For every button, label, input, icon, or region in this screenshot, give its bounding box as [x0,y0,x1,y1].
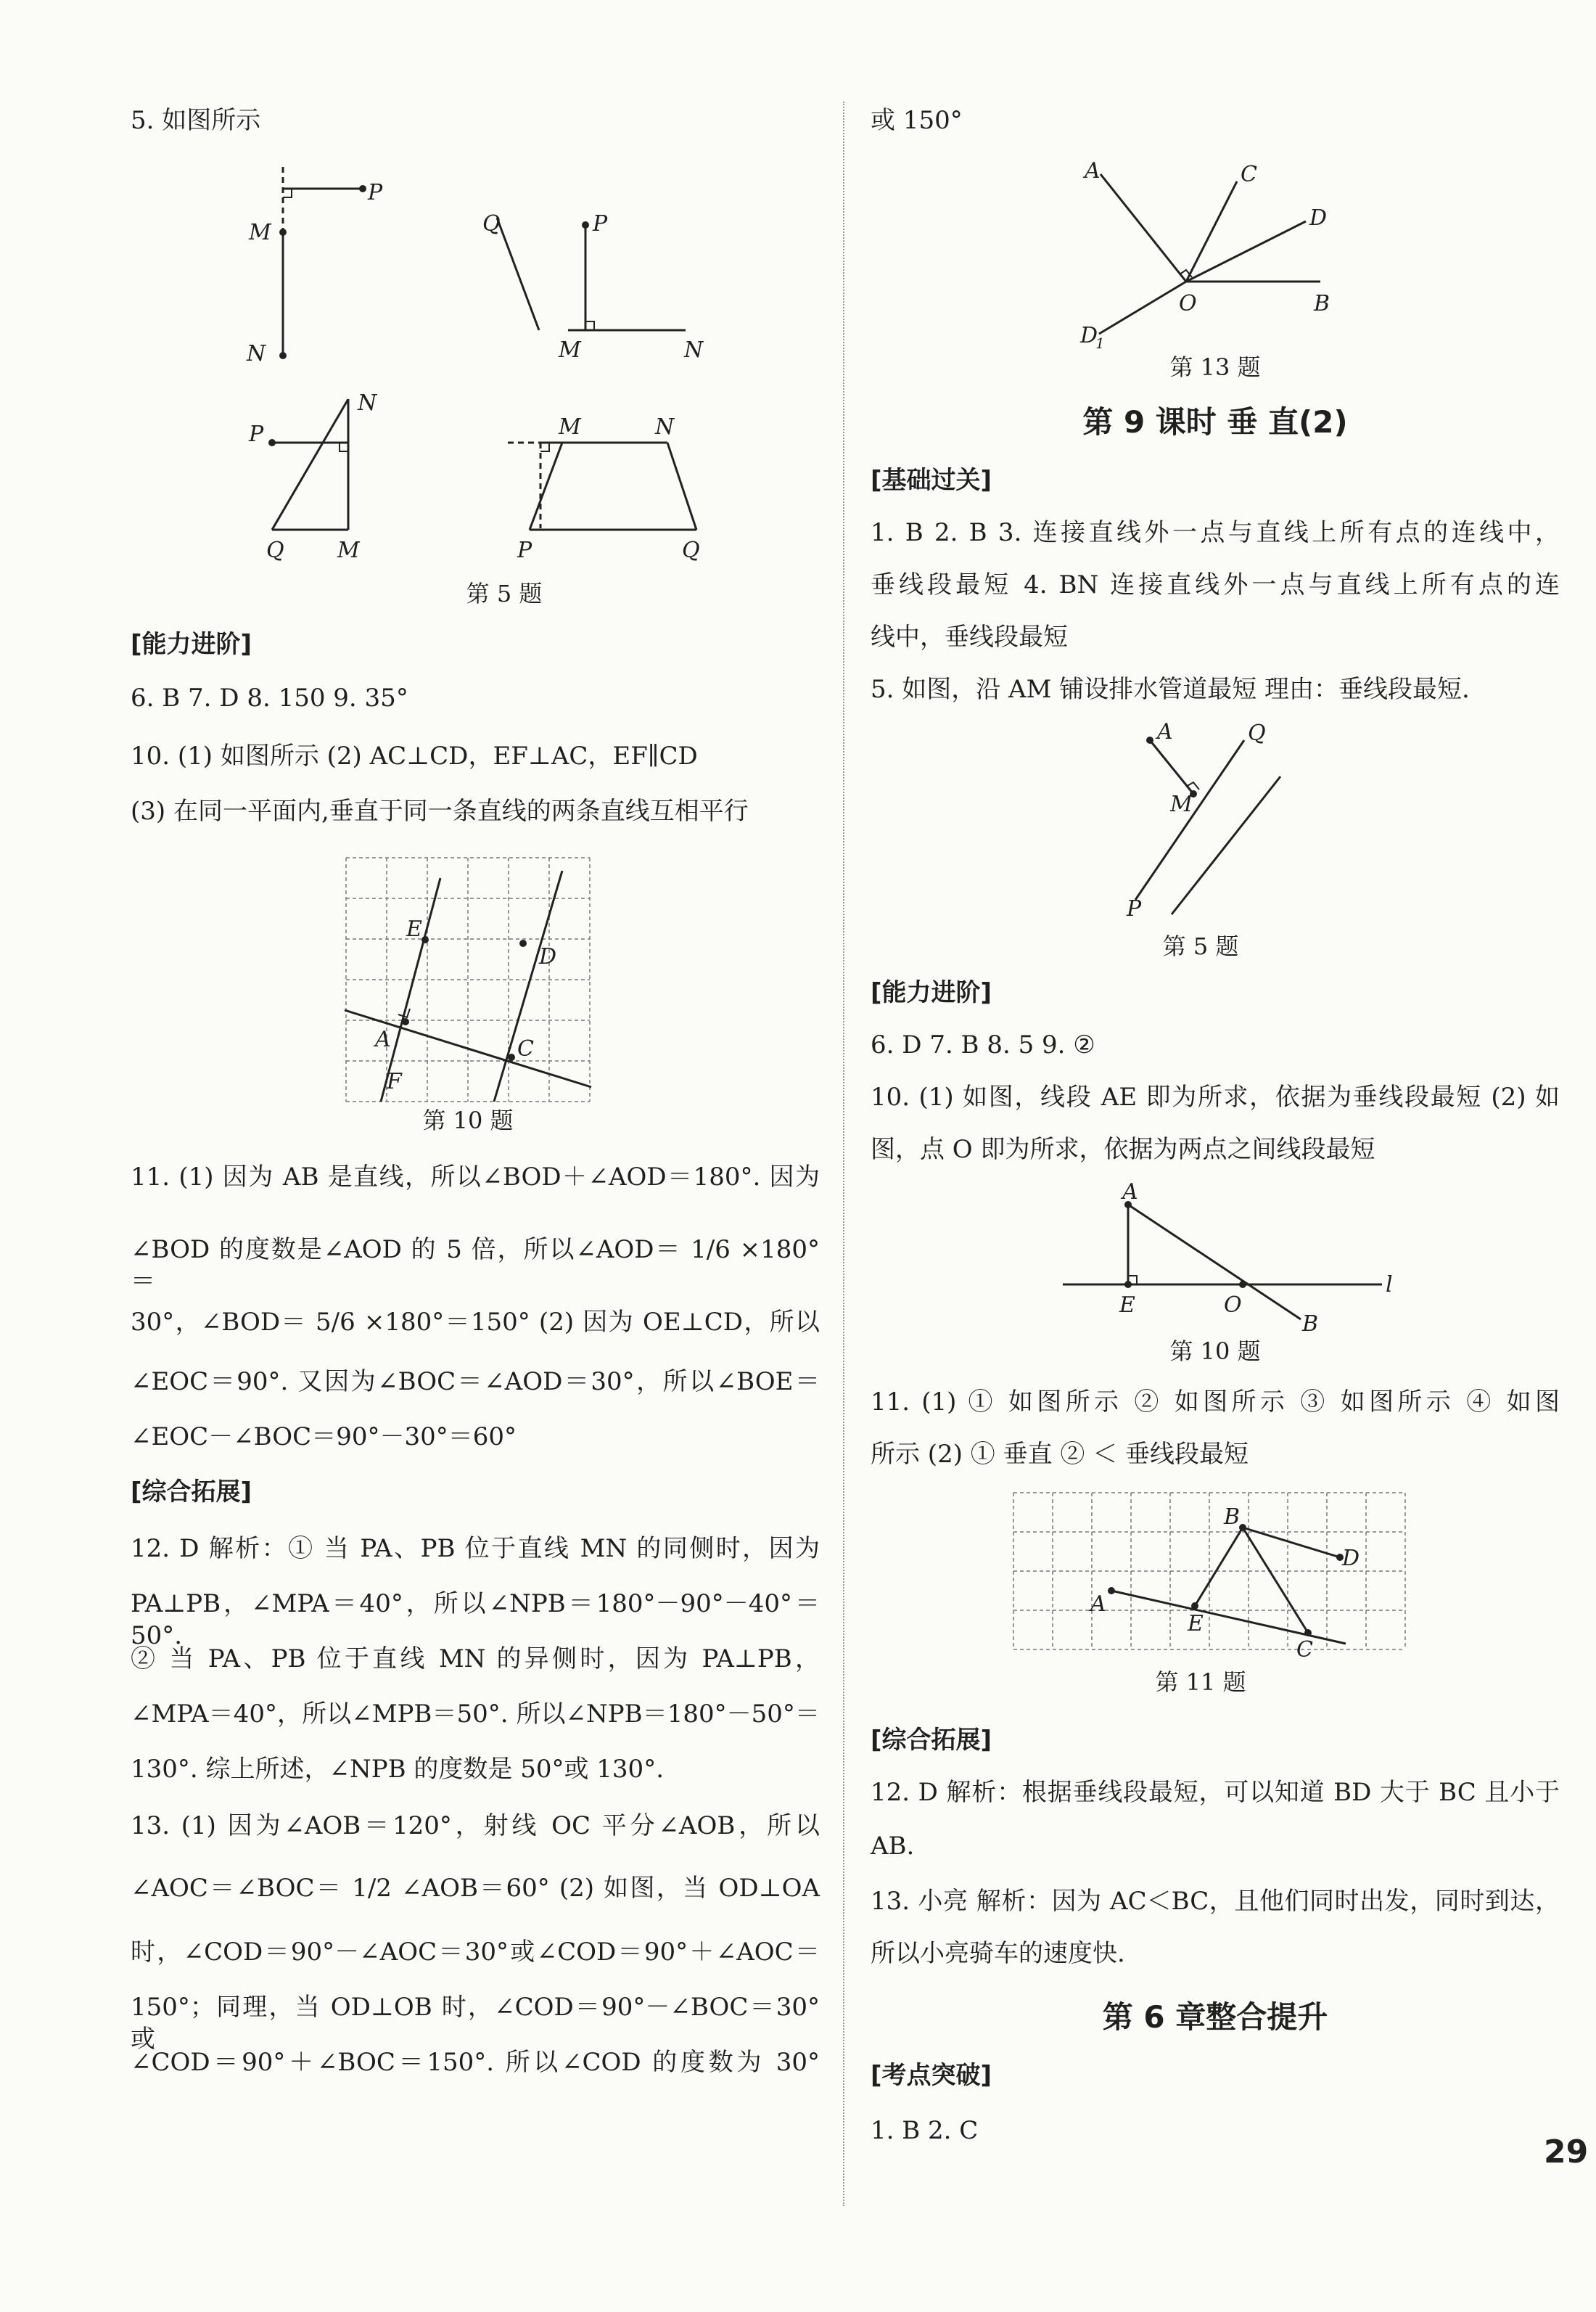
section-ability: [能力进阶] [131,630,252,659]
section-basic: [基础过关] [871,466,992,495]
svg-text:A: A [1157,719,1173,745]
svg-text:N: N [684,337,704,363]
svg-text:B: B [1224,1504,1241,1530]
q10-text-a: 10. (1) 如图所示 (2) AC⊥CD，EF⊥AC，EF∥CD [131,742,698,771]
q6-9-answers: 6. B 7. D 8. 150 9. 35° [131,684,408,713]
svg-text:O: O [1224,1292,1242,1318]
fig5-diagram [127,145,707,581]
svg-text:M: M [559,337,581,363]
q10-text-b: (3) 在同一平面内,垂直于同一条直线的两条直线互相平行 [131,797,749,826]
fig11-grid-diagram [1012,1491,1411,1694]
q13-line-d: 150°；同理，当 OD⊥OB 时，∠COD＝90°－∠BOC＝30°或 [131,1993,820,2054]
q13-line-b: ∠AOC＝∠BOC＝ 1/2 ∠AOB＝60° (2) 如图，当 OD⊥OA [131,1874,820,1903]
svg-text:l: l [1386,1272,1393,1298]
q11-line-a: 11. (1) 因为 AB 是直线，所以∠BOD＋∠AOD＝180°. 因为 [131,1163,820,1192]
q12-line-e: 130°. 综上所述，∠NPB 的度数是 50°或 130°. [131,1755,665,1784]
svg-text:N: N [247,341,266,366]
section-breakthrough: [考点突破] [871,2061,992,2090]
q6-9-answers-right: 6. D 7. B 8. 5 9. ② [871,1030,1095,1059]
svg-text:A: A [1085,158,1101,184]
fig10-right-diagram [1056,1179,1393,1337]
svg-text:C: C [1241,162,1257,187]
q13-line-c: 时，∠COD＝90°－∠AOC＝30°或∠COD＝90°＋∠AOC＝ [131,1938,820,1967]
svg-text:P: P [368,180,383,205]
svg-text:M: M [337,538,360,563]
svg-text:N: N [655,414,675,440]
section-ability-right: [能力进阶] [871,978,992,1007]
svg-text:D: D [1309,205,1328,231]
q11-line-b-right: 所示 (2) ① 垂直 ② ＜ 垂线段最短 [871,1440,1249,1469]
q10-line-b: 图，点 O 即为所求，依据为两点之间线段最短 [871,1135,1375,1164]
svg-text:C: C [517,1036,534,1062]
svg-text:M: M [1170,792,1193,817]
q1-4-line-b: 垂线段最短 4. BN 连接直线外一点与直线上所有点的连 [871,570,1560,599]
q13-continuation: 或 150° [871,106,963,135]
q13-line-a: 13. (1) 因为∠AOB＝120°，射线 OC 平分∠AOB，所以 [131,1811,820,1840]
svg-text:1: 1 [1095,335,1105,352]
column-divider [843,102,844,2206]
section-extend-right: [综合拓展] [871,1726,992,1755]
svg-text:A: A [1090,1591,1106,1617]
svg-text:O: O [1179,291,1197,316]
q13-line-e: ∠COD＝90°＋∠BOC＝150°. 所以∠COD 的度数为 30° [131,2048,820,2077]
fig5-right-caption: 第 5 题 [1162,932,1239,960]
q12-line-c: ② 当 PA、PB 位于直线 MN 的异侧时，因为 PA⊥PB， [131,1644,820,1673]
q11-line-c: 30°，∠BOD＝ 5/6 ×180°＝150° (2) 因为 OE⊥CD，所以 [131,1308,820,1337]
svg-text:Q: Q [682,538,700,563]
svg-text:N: N [358,390,377,416]
lesson-title: 第 9 课时 垂 直(2) [1082,404,1348,440]
fig10-caption: 第 10 题 [422,1107,514,1134]
q13-line-b-right: 所以小亮骑车的速度快. [871,1939,1125,1968]
svg-text:P: P [249,422,264,447]
svg-text:P: P [593,211,608,237]
q12-line-b: PA⊥PB，∠MPA＝40°，所以∠NPB＝180°－90°－40°＝50°. [131,1589,820,1650]
fig5-pipe-diagram [1114,718,1346,929]
q11-line-b: ∠BOD 的度数是∠AOD 的 5 倍，所以∠AOD＝ 1/6 ×180°＝ [131,1235,820,1296]
q1-4-line-c: 线中，垂线段最短 [871,623,1068,652]
fig10-right-caption: 第 10 题 [1169,1337,1261,1365]
q13-line-a-right: 13. 小亮 解析：因为 AC＜BC，且他们同时出发，同时到达， [871,1887,1560,1916]
q5-text: 5. 如图所示 [131,106,261,135]
svg-text:D: D [539,944,557,970]
svg-text:E: E [406,917,422,942]
fig13-diagram [1070,152,1360,356]
q11-line-a-right: 11. (1) ① 如图所示 ② 如图所示 ③ 如图所示 ④ 如图 [871,1387,1560,1417]
svg-text:Q: Q [1248,721,1266,746]
q11-line-d: ∠EOC＝90°. 又因为∠BOC＝∠AOD＝30°，所以∠BOE＝ [131,1367,820,1396]
svg-text:Q: Q [482,211,501,237]
svg-text:B: B [1302,1311,1319,1337]
svg-text:P: P [1127,896,1142,922]
q1-2-answers: 1. B 2. C [871,2116,979,2145]
svg-text:M: M [559,414,581,440]
svg-text:B: B [1314,291,1330,316]
svg-text:E: E [1119,1292,1135,1318]
svg-text:E: E [1188,1611,1204,1636]
svg-text:Q: Q [266,538,284,563]
svg-text:F: F [387,1069,402,1094]
page-number: 29 [1544,2133,1589,2170]
q12-line-b-right: AB. [871,1832,915,1861]
q10-line-a: 10. (1) 如图，线段 AE 即为所求，依据为垂线段最短 (2) 如 [871,1083,1560,1112]
fig10-grid-diagram [345,856,591,1103]
q5-text: 5. 如图，沿 AM 铺设排水管道最短 理由：垂线段最短. [871,675,1470,704]
svg-text:C: C [1296,1637,1313,1663]
svg-text:A: A [375,1027,391,1052]
q12-line-d: ∠MPA＝40°，所以∠MPB＝50°. 所以∠NPB＝180°－50°＝ [131,1700,820,1729]
fig13-caption: 第 13 题 [1169,353,1261,381]
fig11-caption: 第 11 题 [1155,1668,1246,1696]
q12-line-a: 12. D 解析：① 当 PA、PB 位于直线 MN 的同侧时，因为 [131,1534,820,1563]
svg-text:M: M [249,220,271,245]
q11-line-e: ∠EOC－∠BOC＝90°－30°＝60° [131,1422,517,1451]
svg-text:D: D [1342,1546,1360,1571]
q12-line-a-right: 12. D 解析：根据垂线段最短，可以知道 BD 大于 BC 且小于 [871,1778,1560,1807]
section-extend: [综合拓展] [131,1477,252,1507]
svg-text:P: P [517,538,532,563]
chapter-title: 第 6 章整合提升 [1102,1999,1328,2035]
q1-4-line-a: 1. B 2. B 3. 连接直线外一点与直线上所有点的连线中， [871,518,1560,547]
svg-text:A: A [1122,1179,1138,1205]
svg-text:D: D [1080,323,1098,348]
fig5-caption: 第 5 题 [466,580,543,607]
